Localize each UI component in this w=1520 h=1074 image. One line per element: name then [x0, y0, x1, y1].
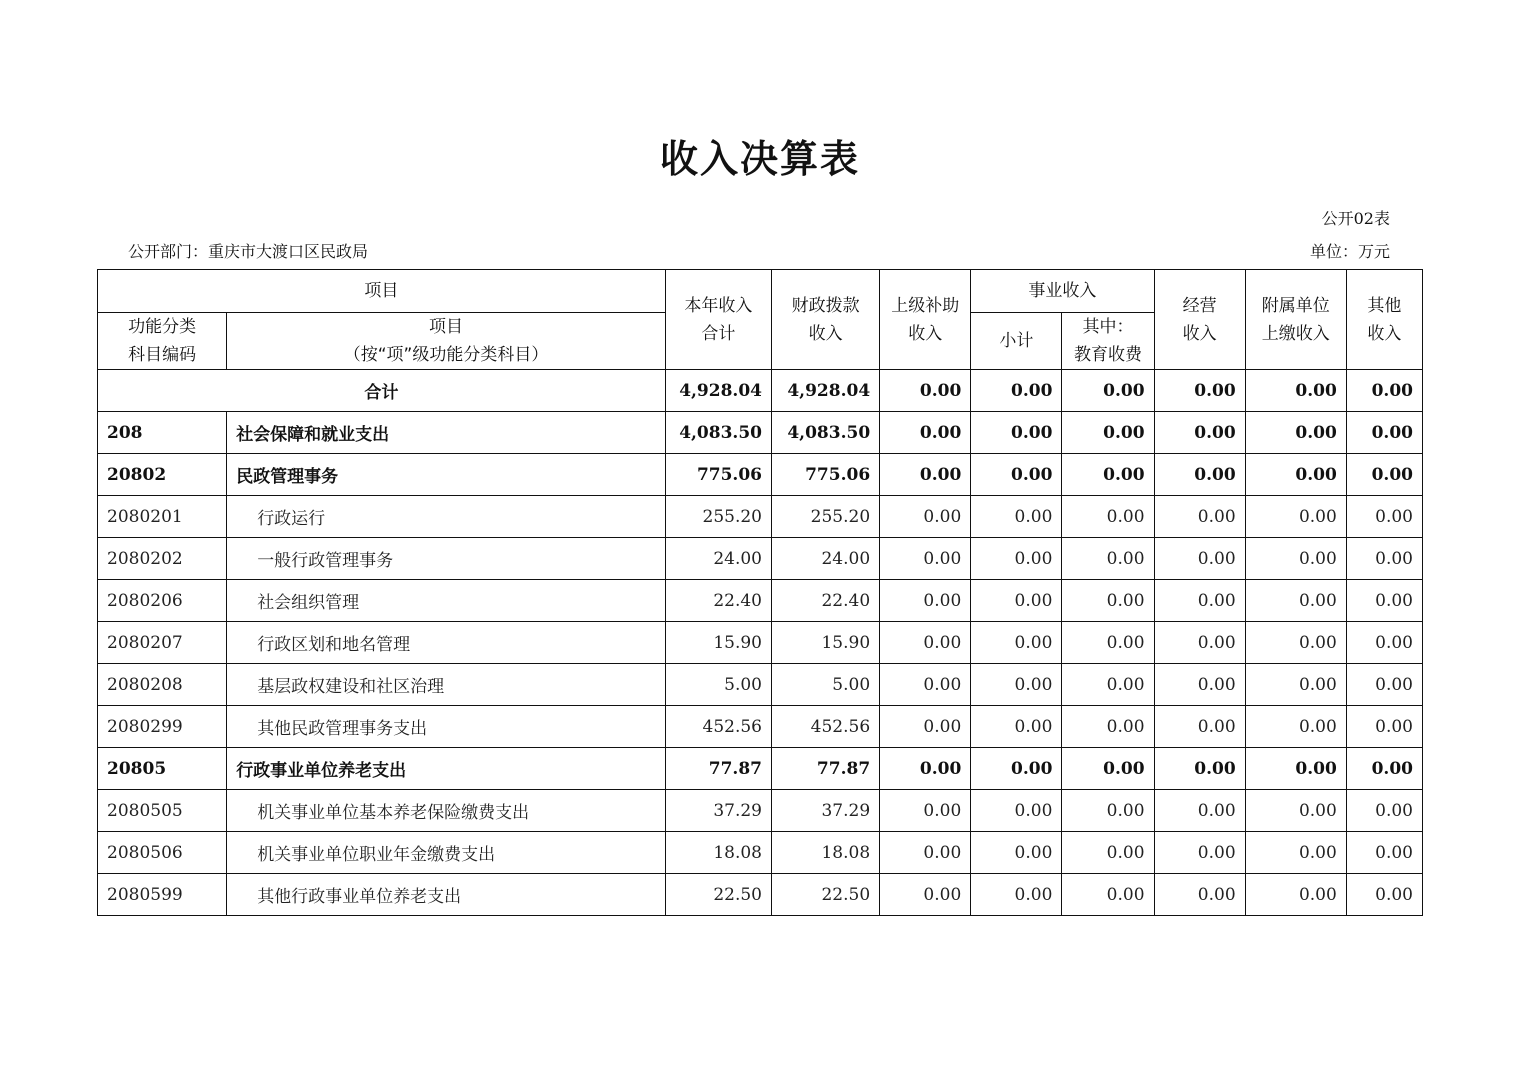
cell-value: 22.50: [772, 874, 880, 916]
cell-value: 0.00: [1062, 832, 1154, 874]
cell-value: 0.00: [1245, 538, 1346, 580]
cell-value: 0.00: [1062, 412, 1154, 454]
cell-value: 0.00: [1062, 706, 1154, 748]
row-code: 2080207: [98, 622, 227, 664]
cell-value: 255.20: [665, 496, 771, 538]
cell-value: 24.00: [665, 538, 771, 580]
cell-value: 4,928.04: [665, 370, 771, 412]
row-name: 行政事业单位养老支出: [227, 748, 666, 790]
cell-value: 0.00: [1062, 874, 1154, 916]
table-row: [98, 748, 1423, 790]
cell-value: 0.00: [1062, 454, 1154, 496]
cell-value: 0.00: [1245, 454, 1346, 496]
cell-value: 0.00: [1346, 538, 1422, 580]
row-name: 基层政权建设和社区治理: [227, 664, 666, 706]
cell-value: 0.00: [880, 580, 971, 622]
header-total: 本年收入 合计: [665, 270, 771, 370]
cell-value: 0.00: [971, 496, 1062, 538]
cell-value: 22.50: [665, 874, 771, 916]
cell-value: 0.00: [971, 790, 1062, 832]
table-row: [98, 538, 1423, 580]
cell-value: 0.00: [1154, 748, 1245, 790]
cell-value: 22.40: [665, 580, 771, 622]
cell-value: 0.00: [1062, 622, 1154, 664]
cell-value: 5.00: [665, 664, 771, 706]
cell-value: 22.40: [772, 580, 880, 622]
row-name: 其他行政事业单位养老支出: [227, 874, 666, 916]
row-code: 2080201: [98, 496, 227, 538]
cell-value: 0.00: [1346, 622, 1422, 664]
cell-value: 0.00: [880, 664, 971, 706]
header-fiscal: 财政拨款 收入: [772, 270, 880, 370]
table-row: [98, 874, 1423, 916]
cell-value: 0.00: [1245, 580, 1346, 622]
cell-value: 18.08: [665, 832, 771, 874]
cell-value: 4,928.04: [772, 370, 880, 412]
cell-value: 0.00: [1154, 790, 1245, 832]
row-code: 20802: [98, 454, 227, 496]
cell-value: 0.00: [1154, 622, 1245, 664]
cell-value: 18.08: [772, 832, 880, 874]
department-label: 公开部门：重庆市大渡口区民政局: [128, 242, 369, 261]
row-name: 其他民政管理事务支出: [227, 706, 666, 748]
table-row: [98, 664, 1423, 706]
cell-value: 0.00: [1062, 790, 1154, 832]
cell-value: 0.00: [1245, 622, 1346, 664]
cell-value: 0.00: [1346, 580, 1422, 622]
cell-value: 0.00: [1154, 496, 1245, 538]
cell-value: 0.00: [1062, 496, 1154, 538]
data-rows: [98, 412, 1423, 916]
cell-value: 0.00: [1346, 370, 1422, 412]
cell-value: 37.29: [772, 790, 880, 832]
cell-value: 255.20: [772, 496, 880, 538]
cell-value: 0.00: [1154, 664, 1245, 706]
income-table: [97, 269, 1423, 916]
cell-value: 0.00: [1245, 874, 1346, 916]
header-business-subtotal: 小计: [971, 313, 1062, 370]
cell-value: 0.00: [1346, 664, 1422, 706]
header-func-code: 功能分类 科目编码: [98, 313, 227, 370]
cell-value: 0.00: [880, 412, 971, 454]
cell-value: 0.00: [1346, 832, 1422, 874]
cell-value: 0.00: [971, 706, 1062, 748]
cell-value: 0.00: [1245, 496, 1346, 538]
cell-value: 0.00: [1346, 874, 1422, 916]
cell-value: 0.00: [880, 538, 971, 580]
cell-value: 0.00: [1245, 706, 1346, 748]
cell-value: 0.00: [971, 412, 1062, 454]
row-name: 社会组织管理: [227, 580, 666, 622]
cell-value: 0.00: [1346, 454, 1422, 496]
header-business-group: 事业收入: [971, 270, 1154, 313]
cell-value: 4,083.50: [772, 412, 880, 454]
cell-value: 0.00: [1346, 790, 1422, 832]
cell-value: 0.00: [1245, 370, 1346, 412]
table-row: [98, 454, 1423, 496]
cell-value: 0.00: [1062, 370, 1154, 412]
cell-value: 0.00: [1062, 748, 1154, 790]
row-code: 2080299: [98, 706, 227, 748]
cell-value: 0.00: [1062, 580, 1154, 622]
cell-value: 15.90: [665, 622, 771, 664]
cell-value: 452.56: [665, 706, 771, 748]
total-label: 合计: [98, 370, 666, 412]
cell-value: 775.06: [665, 454, 771, 496]
page-title: 收入决算表: [659, 137, 860, 181]
row-code: 2080202: [98, 538, 227, 580]
row-code: 20805: [98, 748, 227, 790]
cell-value: 0.00: [880, 748, 971, 790]
cell-value: 0.00: [880, 706, 971, 748]
row-code: 2080506: [98, 832, 227, 874]
cell-value: 0.00: [880, 454, 971, 496]
row-name: 一般行政管理事务: [227, 538, 666, 580]
cell-value: 0.00: [971, 874, 1062, 916]
cell-value: 0.00: [971, 580, 1062, 622]
cell-value: 0.00: [1346, 412, 1422, 454]
cell-value: 0.00: [971, 454, 1062, 496]
cell-value: 0.00: [971, 370, 1062, 412]
header-other: 其他 收入: [1346, 270, 1422, 370]
cell-value: 0.00: [880, 832, 971, 874]
total-row: [98, 370, 1423, 412]
header-row-1: [98, 270, 1423, 313]
form-number: 公开02表: [1321, 209, 1390, 228]
cell-value: 0.00: [880, 874, 971, 916]
table-row: [98, 790, 1423, 832]
cell-value: 0.00: [1245, 664, 1346, 706]
cell-value: 0.00: [1245, 832, 1346, 874]
cell-value: 15.90: [772, 622, 880, 664]
cell-value: 0.00: [1245, 412, 1346, 454]
cell-value: 0.00: [1062, 538, 1154, 580]
cell-value: 0.00: [1346, 748, 1422, 790]
cell-value: 0.00: [971, 538, 1062, 580]
cell-value: 0.00: [880, 790, 971, 832]
row-name: 机关事业单位职业年金缴费支出: [227, 832, 666, 874]
row-name: 社会保障和就业支出: [227, 412, 666, 454]
row-code: 2080206: [98, 580, 227, 622]
cell-value: 0.00: [1154, 370, 1245, 412]
row-code: 2080208: [98, 664, 227, 706]
row-name: 行政区划和地名管理: [227, 622, 666, 664]
header-operating: 经营 收入: [1154, 270, 1245, 370]
cell-value: 0.00: [1154, 538, 1245, 580]
table-row: [98, 580, 1423, 622]
cell-value: 77.87: [665, 748, 771, 790]
cell-value: 0.00: [971, 748, 1062, 790]
row-name: 民政管理事务: [227, 454, 666, 496]
header-item-group: 项目: [98, 270, 666, 313]
cell-value: 0.00: [1154, 874, 1245, 916]
cell-value: 0.00: [1154, 454, 1245, 496]
cell-value: 0.00: [1245, 790, 1346, 832]
unit-label: 单位：万元: [1309, 242, 1390, 261]
cell-value: 0.00: [1062, 664, 1154, 706]
table-row: [98, 496, 1423, 538]
table-row: [98, 706, 1423, 748]
cell-value: 0.00: [880, 496, 971, 538]
cell-value: 0.00: [880, 370, 971, 412]
cell-value: 0.00: [1154, 832, 1245, 874]
table-row: [98, 622, 1423, 664]
row-code: 2080599: [98, 874, 227, 916]
cell-value: 0.00: [971, 622, 1062, 664]
cell-value: 0.00: [1154, 706, 1245, 748]
cell-value: 0.00: [971, 664, 1062, 706]
header-affiliated: 附属单位 上缴收入: [1245, 270, 1346, 370]
header-subsidy: 上级补助 收入: [880, 270, 971, 370]
cell-value: 77.87: [772, 748, 880, 790]
row-name: 机关事业单位基本养老保险缴费支出: [227, 790, 666, 832]
cell-value: 0.00: [880, 622, 971, 664]
cell-value: 452.56: [772, 706, 880, 748]
cell-value: 775.06: [772, 454, 880, 496]
row-code: 208: [98, 412, 227, 454]
cell-value: 4,083.50: [665, 412, 771, 454]
cell-value: 24.00: [772, 538, 880, 580]
table-row: [98, 832, 1423, 874]
cell-value: 5.00: [772, 664, 880, 706]
cell-value: 0.00: [1154, 412, 1245, 454]
row-name: 行政运行: [227, 496, 666, 538]
cell-value: 0.00: [1346, 706, 1422, 748]
cell-value: 0.00: [1245, 748, 1346, 790]
table-row: [98, 412, 1423, 454]
header-item-name: 项目 （按“项”级功能分类科目）: [227, 313, 666, 370]
cell-value: 0.00: [1346, 496, 1422, 538]
cell-value: 0.00: [1154, 580, 1245, 622]
header-business-edu: 其中： 教育收费: [1062, 313, 1154, 370]
cell-value: 0.00: [971, 832, 1062, 874]
row-code: 2080505: [98, 790, 227, 832]
cell-value: 37.29: [665, 790, 771, 832]
